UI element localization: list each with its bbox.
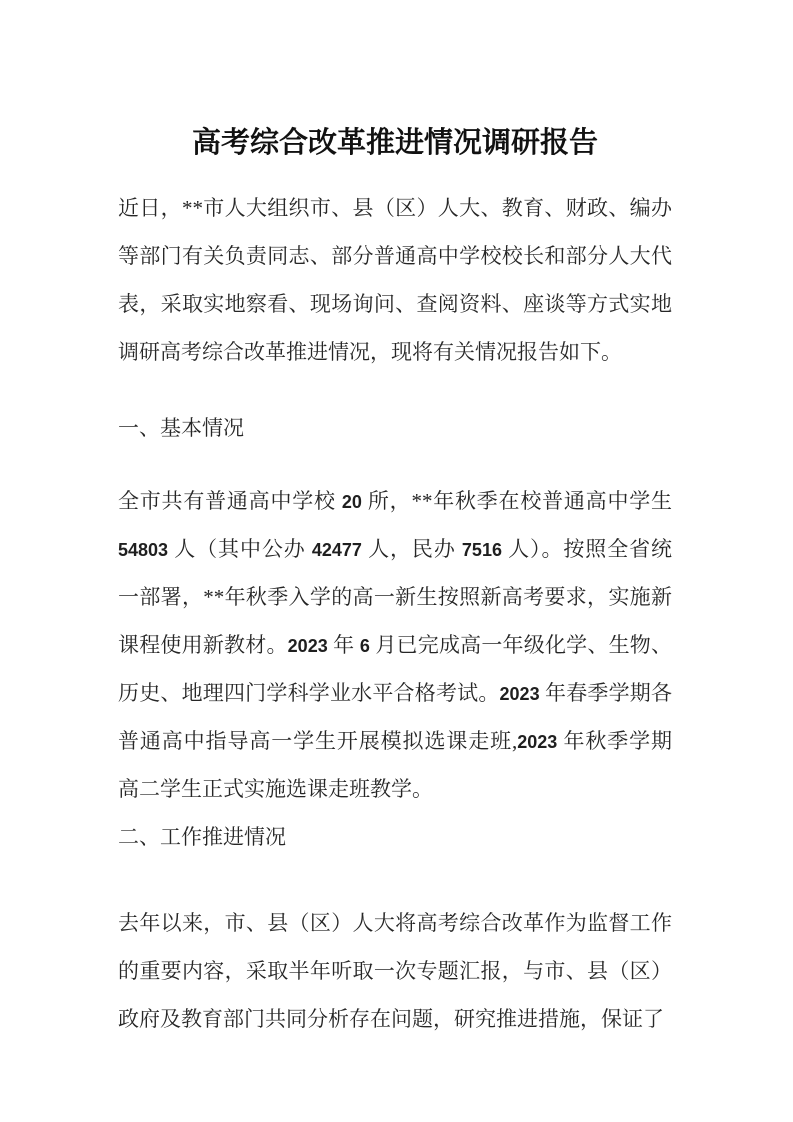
text-line: 等部门有关负责同志、部分普通高中学校校长和部分人大代: [118, 244, 672, 268]
numeric-value: 2023: [499, 684, 540, 704]
text-line: 表，采取实地察看、现场询问、查阅资料、座谈等方式实地: [118, 292, 672, 316]
section-heading: 二、工作推进情况: [118, 825, 286, 849]
text-line: 课程使用新教材。2023 年 6 月已完成高一年级化学、生物、: [118, 633, 673, 657]
paragraph: [118, 184, 672, 376]
section-heading: 一、基本情况: [118, 416, 244, 440]
text-line: 普通高中指导高一学生开展模拟选课走班,2023 年秋季学期: [118, 729, 673, 753]
text-line: 历史、地理四门学科学业水平合格考试。2023 年春季学期各: [118, 681, 673, 705]
text-line: 的重要内容，采取半年听取一次专题汇报，与市、县（区）: [118, 959, 672, 983]
text-line: 政府及教育部门共同分析存在问题，研究推进措施，保证了: [118, 1007, 664, 1031]
text-line: 全市共有普通高中学校 20 所，**年秋季在校普通高中学生: [118, 489, 673, 513]
paragraph: [118, 899, 672, 1043]
text-line: 一部署，**年秋季入学的高一新生按照新高考要求，实施新: [118, 585, 672, 609]
numeric-value: 6: [359, 636, 370, 656]
text-line: 近日，**市人大组织市、县（区）人大、教育、财政、编办: [118, 196, 672, 220]
numeric-value: 42477: [311, 540, 362, 560]
text-line: 高二学生正式实施选课走班教学。: [118, 777, 433, 801]
numeric-value: 2023: [517, 732, 558, 752]
numeric-value: 7516: [461, 540, 502, 560]
document-body: [118, 184, 672, 1043]
numeric-value: 2023: [287, 636, 328, 656]
numeric-value: 20: [341, 492, 362, 512]
numeric-value: 54803: [118, 540, 169, 560]
text-line: 54803 人（其中公办 42477 人，民办 7516 人）。按照全省统: [118, 537, 673, 561]
text-line: 调研高考综合改革推进情况，现将有关情况报告如下。: [118, 340, 622, 364]
document-title: 高考综合改革推进情况调研报告: [191, 127, 598, 159]
paragraph: [118, 477, 672, 813]
text-line: 去年以来，市、县（区）人大将高考综合改革作为监督工作: [118, 911, 672, 935]
